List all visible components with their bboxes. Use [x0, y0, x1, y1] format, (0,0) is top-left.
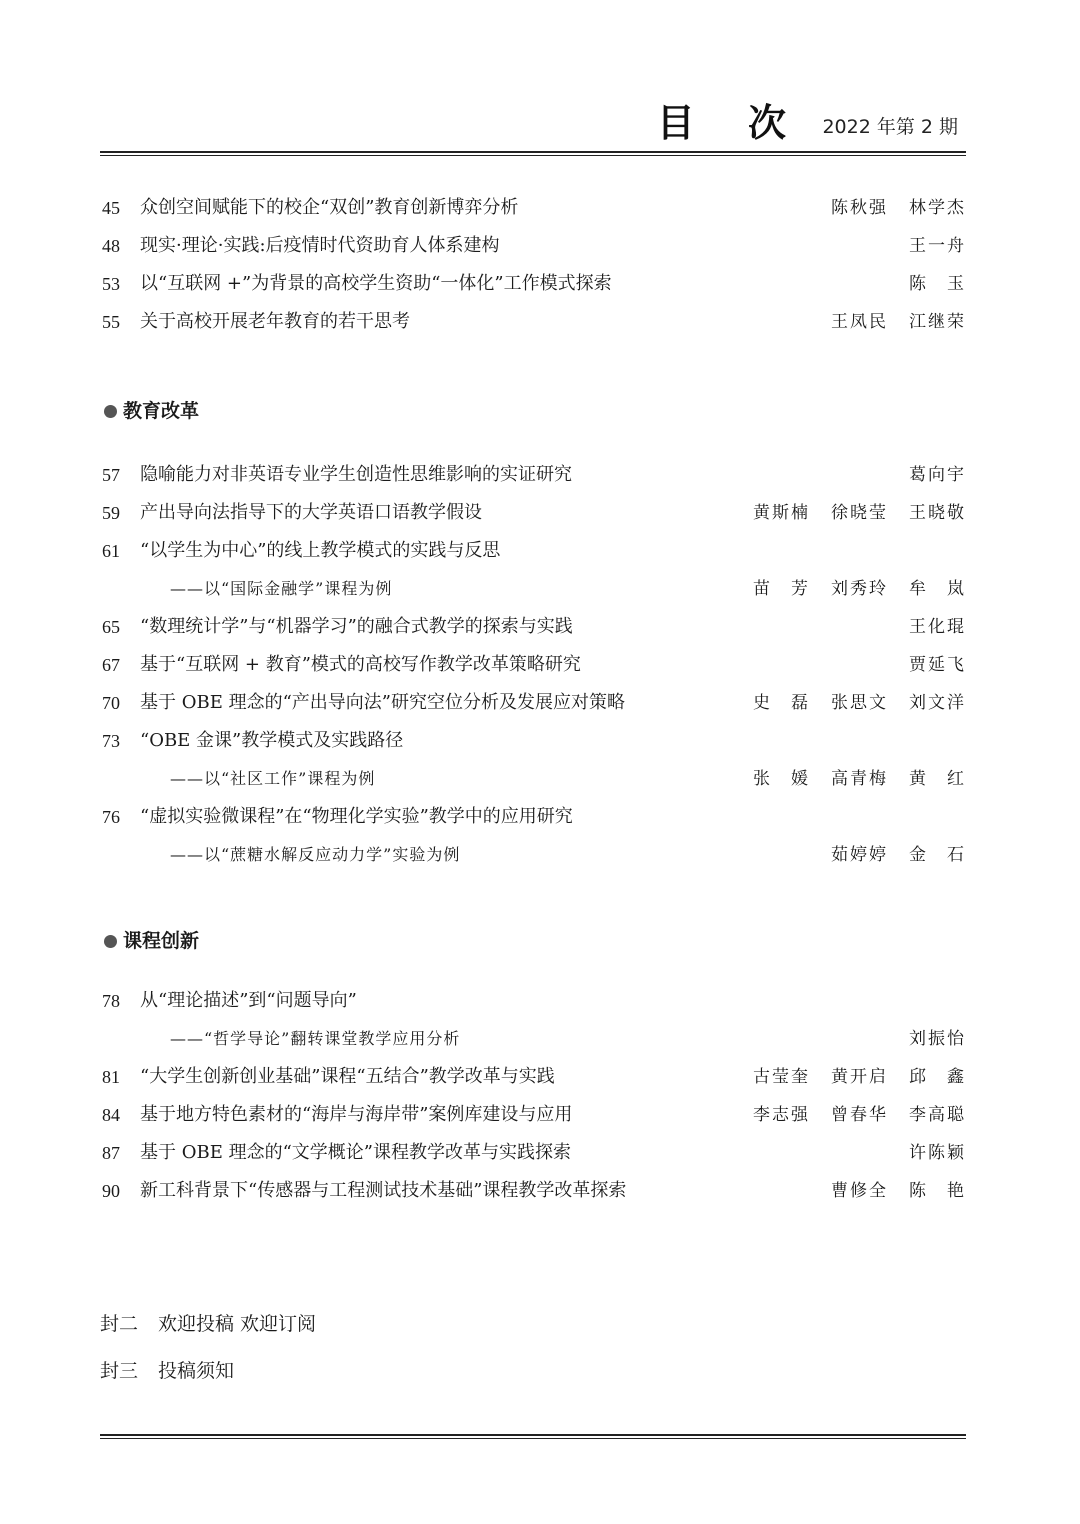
author-name: 张 媛 — [753, 769, 810, 789]
author-name: 黄开启 — [831, 1067, 888, 1087]
bullet-dot-icon — [104, 405, 117, 418]
section-heading-jiaoyu-gaige — [104, 396, 199, 426]
author-name: 李志强 — [753, 1105, 810, 1125]
author-name: 茹婷婷 — [831, 845, 888, 865]
entry-title: 基于“互联网 + 教育”模式的高校写作教学改革策略研究 — [140, 654, 581, 675]
author-name: 高青梅 — [831, 769, 888, 789]
entry-authors — [888, 231, 966, 261]
entry-page-number: 90 — [102, 1181, 120, 1201]
author-name: 邱 鑫 — [909, 1067, 966, 1087]
entry-page-number: 45 — [102, 198, 120, 218]
toc-entry — [100, 688, 966, 718]
entry-title: “大学生创新创业基础”课程“五结合”教学改革与实践 — [140, 1066, 555, 1087]
author-name: 葛向宇 — [909, 465, 966, 485]
toc-entry — [100, 498, 966, 528]
section-heading-text: 课程创新 — [123, 930, 200, 952]
entry-authors — [810, 840, 966, 870]
author-name: 王凤民 — [831, 312, 888, 332]
entry-subtitle: ——“哲学导论”翻转课堂教学应用分析 — [170, 1029, 461, 1048]
author-name: 王一舟 — [909, 236, 966, 256]
author-name: 刘振怡 — [909, 1029, 966, 1049]
author-name: 刘秀玲 — [831, 579, 888, 599]
entry-authors — [732, 764, 966, 794]
author-name: 许陈颖 — [909, 1143, 966, 1163]
entry-page-number: 55 — [102, 312, 120, 332]
entry-authors — [888, 460, 966, 490]
entry-page-number: 59 — [102, 503, 120, 523]
entry-title: 关于高校开展老年教育的若干思考 — [140, 311, 410, 332]
author-name: 李高聪 — [909, 1105, 966, 1125]
entry-title: 众创空间赋能下的校企“双创”教育创新博弈分析 — [140, 197, 519, 218]
entry-title: 从“理论描述”到“问题导向” — [140, 990, 357, 1011]
toc-entry — [100, 1062, 966, 1092]
entry-authors — [732, 688, 966, 718]
author-name: 王化琨 — [909, 617, 966, 637]
entry-authors — [732, 574, 966, 604]
entry-authors — [810, 193, 966, 223]
toc-entry — [100, 612, 966, 642]
toc-entry — [100, 726, 966, 756]
entry-page-number: 48 — [102, 236, 120, 256]
entry-page-number: 65 — [102, 617, 120, 637]
entry-page-number: 81 — [102, 1067, 120, 1087]
footer-rule-thick — [100, 1434, 966, 1436]
toc-entry — [100, 574, 966, 604]
page-title: 目 次 — [656, 100, 806, 145]
toc-entry — [100, 1100, 966, 1130]
header-rule-thick — [100, 151, 966, 153]
section-heading-kecheng-chuangxin — [104, 926, 199, 956]
entry-title: 基于地方特色素材的“海岸与海岸带”案例库建设与应用 — [140, 1104, 573, 1125]
entry-authors — [732, 498, 966, 528]
misc-label: 封二 — [100, 1313, 139, 1335]
toc-entry — [100, 1024, 966, 1054]
toc-entry — [100, 231, 966, 261]
entry-title: 基于 OBE 理念的“产出导向法”研究空位分析及发展应对策略 — [140, 692, 625, 713]
author-name: 曾春华 — [831, 1105, 888, 1125]
author-name: 史 磊 — [753, 693, 810, 713]
toc-entry — [100, 460, 966, 490]
toc-entry — [100, 840, 966, 870]
entry-title: “数理统计学”与“机器学习”的融合式教学的探索与实践 — [140, 616, 573, 637]
entry-title: 产出导向法指导下的大学英语口语教学假设 — [140, 502, 482, 523]
entry-title: “以学生为中心”的线上教学模式的实践与反思 — [140, 540, 501, 561]
toc-entry — [100, 764, 966, 794]
author-name: 王晓敬 — [909, 503, 966, 523]
author-name: 牟 岚 — [909, 579, 966, 599]
author-name: 古莹奎 — [753, 1067, 810, 1087]
entry-page-number: 70 — [102, 693, 120, 713]
entry-page-number: 76 — [102, 807, 120, 827]
entry-authors — [810, 307, 966, 337]
toc-entry — [100, 1176, 966, 1206]
misc-item-feng-san — [100, 1356, 234, 1386]
misc-item-feng-er — [100, 1309, 316, 1339]
entry-authors — [888, 269, 966, 299]
toc-entry — [100, 269, 966, 299]
author-name: 江继荣 — [909, 312, 966, 332]
toc-entry — [100, 307, 966, 337]
author-name: 黄 红 — [909, 769, 966, 789]
author-name: 张思文 — [831, 693, 888, 713]
issue-label: 2022 年第 2 期 — [822, 116, 958, 138]
misc-label: 封三 — [100, 1360, 139, 1382]
entry-authors — [810, 1176, 966, 1206]
author-name: 陈 玉 — [909, 274, 966, 294]
author-name: 林学杰 — [909, 198, 966, 218]
misc-text: 投稿须知 — [158, 1360, 235, 1382]
toc-entry — [100, 802, 966, 832]
author-name: 苗 芳 — [753, 579, 810, 599]
toc-entry — [100, 1138, 966, 1168]
entry-authors — [732, 1062, 966, 1092]
entry-page-number: 57 — [102, 465, 120, 485]
entry-page-number: 78 — [102, 991, 120, 1011]
entry-title: 以“互联网 +”为背景的高校学生资助“一体化”工作模式探索 — [140, 273, 612, 294]
page-header — [100, 92, 966, 145]
entry-page-number: 73 — [102, 731, 120, 751]
entry-page-number: 84 — [102, 1105, 120, 1125]
author-name: 金 石 — [909, 845, 966, 865]
header-rule-thin — [100, 155, 966, 156]
entry-title: 现实·理论·实践:后疫情时代资助育人体系建构 — [140, 235, 500, 256]
section-heading-text: 教育改革 — [123, 400, 200, 422]
toc-entry — [100, 193, 966, 223]
author-name: 陈 艳 — [909, 1181, 966, 1201]
entry-title: 基于 OBE 理念的“文学概论”课程教学改革与实践探索 — [140, 1142, 571, 1163]
entry-authors — [888, 1024, 966, 1054]
toc-entry — [100, 650, 966, 680]
author-name: 徐晓莹 — [831, 503, 888, 523]
toc-entry — [100, 536, 966, 566]
entry-subtitle: ——以“蔗糖水解反应动力学”实验为例 — [170, 845, 461, 864]
entry-subtitle: ——以“社区工作”课程为例 — [170, 769, 376, 788]
toc-entry — [100, 986, 966, 1016]
author-name: 刘文洋 — [909, 693, 966, 713]
entry-authors — [732, 1100, 966, 1130]
author-name: 黄斯楠 — [753, 503, 810, 523]
entry-title: “OBE 金课”教学模式及实践路径 — [140, 730, 404, 751]
entry-title: 隐喻能力对非英语专业学生创造性思维影响的实证研究 — [140, 464, 572, 485]
bullet-dot-icon — [104, 935, 117, 948]
entry-title: 新工科背景下“传感器与工程测试技术基础”课程教学改革探索 — [140, 1180, 627, 1201]
entry-page-number: 53 — [102, 274, 120, 294]
entry-page-number: 67 — [102, 655, 120, 675]
author-name: 贾延飞 — [909, 655, 966, 675]
author-name: 陈秋强 — [831, 198, 888, 218]
entry-authors — [888, 1138, 966, 1168]
entry-page-number: 87 — [102, 1143, 120, 1163]
footer-rule-thin — [100, 1438, 966, 1439]
entry-authors — [888, 612, 966, 642]
misc-text: 欢迎投稿 欢迎订阅 — [158, 1313, 317, 1335]
entry-page-number: 61 — [102, 541, 120, 561]
entry-subtitle: ——以“国际金融学”课程为例 — [170, 579, 393, 598]
entry-authors — [888, 650, 966, 680]
entry-title: “虚拟实验微课程”在“物理化学实验”教学中的应用研究 — [140, 806, 573, 827]
author-name: 曹修全 — [831, 1181, 888, 1201]
